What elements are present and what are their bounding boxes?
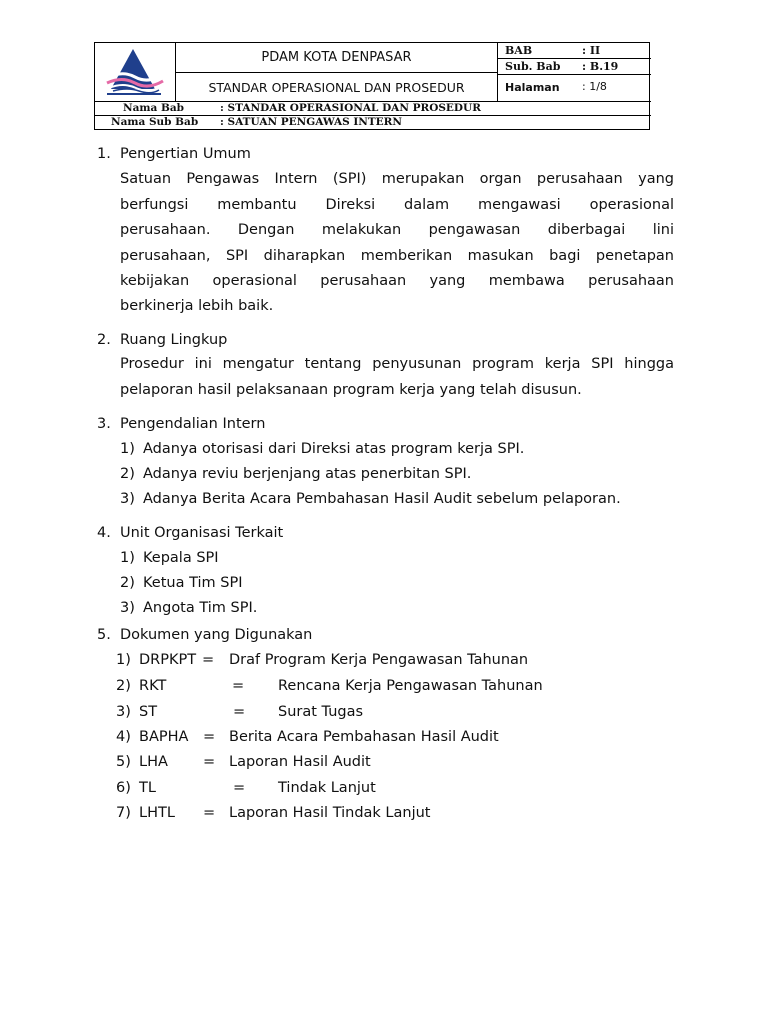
list-item: Kepala SPI [143, 550, 219, 566]
doc-number: 5) [116, 754, 131, 770]
doc-equals: = [203, 729, 216, 745]
section-title: Pengertian Umum [120, 146, 251, 162]
doc-description: Laporan Hasil Tindak Lanjut [229, 805, 431, 821]
doc-equals: = [203, 754, 216, 770]
paragraph-line: kebijakan operasional perusahaan yang membawa perusahaan [120, 273, 674, 289]
list-item: Adanya otorisasi dari Direksi atas program kerja SPI. [143, 441, 525, 457]
doc-number: 1) [116, 652, 131, 668]
company-name: PDAM KOTA DENPASAR [176, 43, 498, 73]
list-item-number: 1) [120, 550, 135, 566]
paragraph-line: Prosedur ini mengatur tentang penyusunan program kerja SPI hingga [120, 356, 674, 372]
paragraph-line: berfungsi membantu Direksi dalam mengawasi operasional [120, 197, 674, 213]
list-item-number: 1) [120, 441, 135, 457]
nama-sub-bab-value: : SATUAN PENGAWAS INTERN [220, 116, 402, 128]
meta-label: Sub. Bab [505, 60, 561, 73]
document-title: STANDAR OPERASIONAL DAN PROSEDUR [176, 73, 498, 101]
meta-label: BAB [505, 44, 533, 57]
paragraph-line: Satuan Pengawas Intern (SPI) merupakan organ perusahaan yang [120, 171, 674, 187]
doc-number: 4) [116, 729, 131, 745]
doc-abbreviation: TL [139, 780, 156, 796]
doc-equals: = [232, 678, 245, 694]
section-number: 5. [97, 627, 111, 643]
section-title: Dokumen yang Digunakan [120, 627, 313, 643]
meta-value: : 1/8 [582, 80, 607, 93]
section-number: 3. [97, 416, 111, 432]
nama-sub-bab-label: Nama Sub Bab [111, 116, 199, 128]
section-number: 4. [97, 525, 111, 541]
paragraph-line: berkinerja lebih baik. [120, 298, 274, 314]
doc-abbreviation: BAPHA [139, 729, 189, 745]
doc-equals: = [233, 780, 246, 796]
paragraph-line: perusahaan, SPI diharapkan memberikan masukan bagi penetapan [120, 248, 674, 264]
paragraph-line: perusahaan. Dengan melakukan pengawasan diberbagai lini [120, 222, 674, 238]
doc-abbreviation: ST [139, 704, 158, 720]
doc-number: 3) [116, 704, 131, 720]
doc-equals: = [202, 652, 215, 668]
list-item-number: 2) [120, 575, 135, 591]
doc-description: Laporan Hasil Audit [229, 754, 371, 770]
doc-description: Surat Tugas [278, 704, 364, 720]
meta-label: Halaman [505, 81, 560, 94]
list-item: Ketua Tim SPI [143, 575, 243, 591]
meta-value: : B.19 [582, 60, 619, 73]
list-item-number: 2) [120, 466, 135, 482]
section-title: Ruang Lingkup [120, 332, 228, 348]
doc-equals: = [233, 704, 246, 720]
doc-description: Rencana Kerja Pengawasan Tahunan [278, 678, 543, 694]
doc-number: 2) [116, 678, 131, 694]
doc-abbreviation: LHTL [139, 805, 175, 821]
list-item: Angota Tim SPI. [143, 600, 258, 616]
paragraph-line: pelaporan hasil pelaksanaan program kerja yang telah disusun. [120, 382, 582, 398]
doc-description: Berita Acara Pembahasan Hasil Audit [229, 729, 499, 745]
doc-abbreviation: DRPKPT [139, 652, 197, 668]
meta-value: : II [582, 44, 601, 57]
doc-number: 6) [116, 780, 131, 796]
nama-bab-label: Nama Bab [123, 102, 184, 114]
list-item-number: 3) [120, 600, 135, 616]
nama-bab-value: : STANDAR OPERASIONAL DAN PROSEDUR [220, 102, 481, 114]
doc-description: Draf Program Kerja Pengawasan Tahunan [229, 652, 529, 668]
list-item: Adanya reviu berjenjang atas penerbitan SPI. [143, 466, 472, 482]
doc-number: 7) [116, 805, 131, 821]
list-item: Adanya Berita Acara Pembahasan Hasil Audit sebelum pelaporan. [143, 491, 621, 507]
section-number: 2. [97, 332, 111, 348]
doc-description: Tindak Lanjut [278, 780, 376, 796]
section-number: 1. [97, 146, 111, 162]
doc-equals: = [203, 805, 216, 821]
doc-abbreviation: LHA [139, 754, 168, 770]
section-title: Unit Organisasi Terkait [120, 525, 284, 541]
doc-abbreviation: RKT [139, 678, 167, 694]
section-title: Pengendalian Intern [120, 416, 266, 432]
list-item-number: 3) [120, 491, 135, 507]
